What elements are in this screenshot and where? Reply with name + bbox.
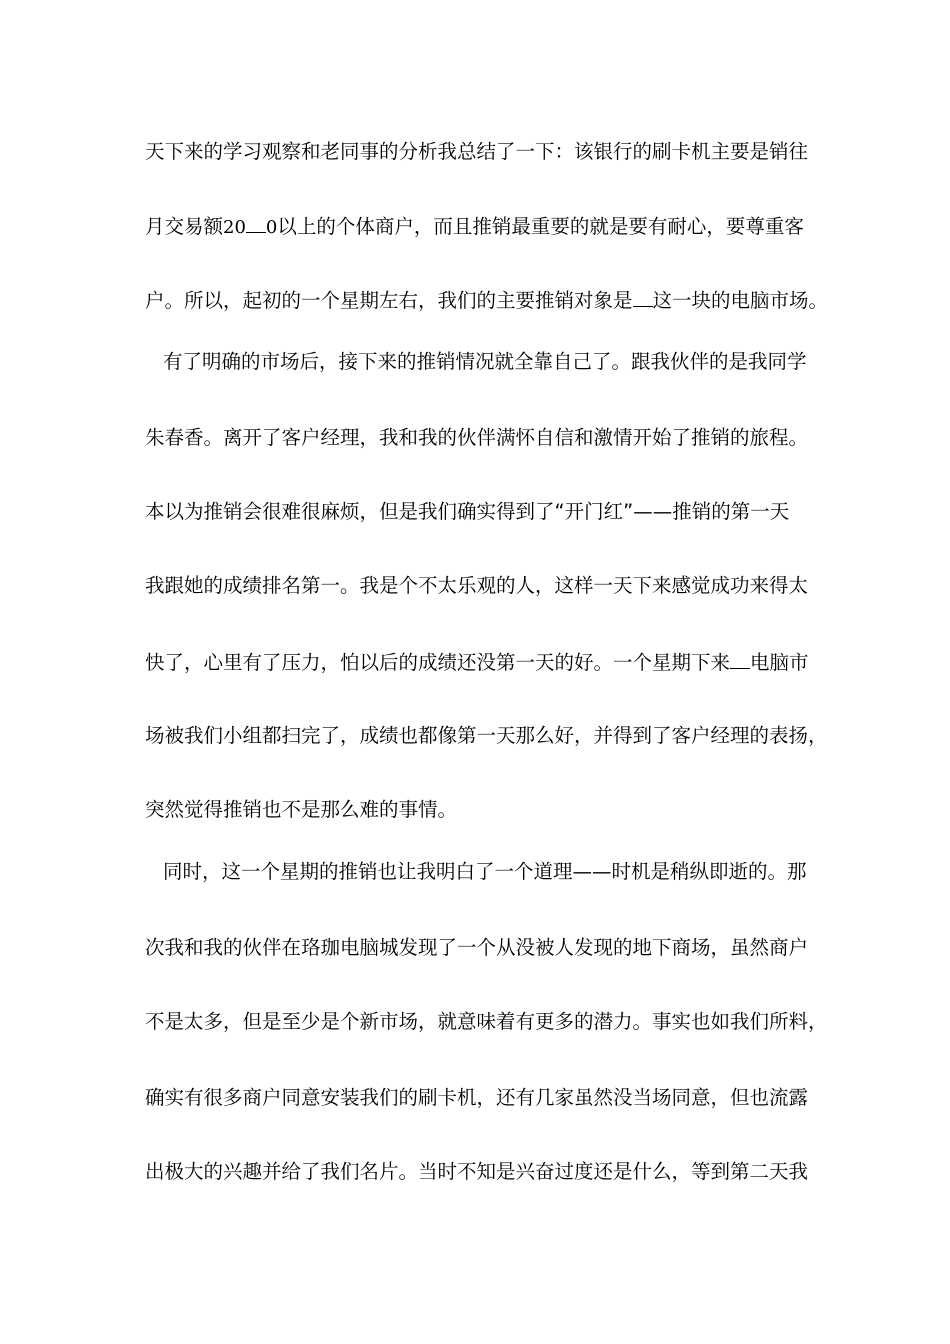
paragraph-line: 我跟她的成绩排名第一。我是个不太乐观的人，这样一天下来感觉成功来得太 [145,574,809,597]
text-segment: 这一块的电脑市场。 [652,289,829,312]
number-segment: 0 [265,217,278,238]
paragraph-line: 确实有很多商户同意安装我们的刷卡机，还有几家虽然没当场同意，但也流露 [145,1086,809,1109]
paragraph-line: 本以为推销会很难很麻烦，但是我们确实得到了“开门红”——推销的第一天 [145,500,790,523]
text-segment: 电脑市 [750,651,809,674]
paragraph-line [145,648,810,677]
paragraph-line: 出极大的兴趣并给了我们名片。当时不知是兴奋过度还是什么，等到第二天我 [145,1160,809,1183]
paragraph-line: 次我和我的伙伴在珞珈电脑城发现了一个从没被人发现的地下商场，虽然商户 [145,936,809,959]
paragraph-line: 不是太多，但是至少是个新市场，就意味着有更多的潜力。事实也如我们所料， [145,1010,828,1033]
text-segment: 以上的个体商户，而且推销最重要的就是要有耐心，要尊重客 [277,215,804,238]
blank-underline [633,286,653,307]
paragraph-line: 同时，这一个星期的推销也让我明白了一个道理——时机是稍纵即逝的。那 [163,860,807,883]
text-segment: 月交易额 [145,215,224,238]
paragraph-line [145,286,829,315]
number-segment: 20 [223,217,246,238]
paragraph-line: 朱春香。离开了客户经理，我和我的伙伴满怀自信和激情开始了推销的旅程。 [145,426,809,449]
paragraph-line: 突然觉得推销也不是那么难的事情。 [145,798,458,821]
blank-underline [730,648,750,669]
text-segment: 户。所以，起初的一个星期左右，我们的主要推销对象是 [145,289,633,312]
text-segment: 快了，心里有了压力，怕以后的成绩还没第一天的好。一个星期下来 [145,651,731,674]
blank-underline [246,212,266,233]
paragraph-line [145,212,810,242]
paragraph-line: 有了明确的市场后，接下来的推销情况就全靠自己了。跟我伙伴的是我同学 [163,350,807,373]
paragraph-line: 天下来的学习观察和老同事的分析我总结了一下：该银行的刷卡机主要是销往 [145,140,809,163]
paragraph-line: 场被我们小组都扫完了，成绩也都像第一天那么好，并得到了客户经理的表扬， [145,724,828,747]
